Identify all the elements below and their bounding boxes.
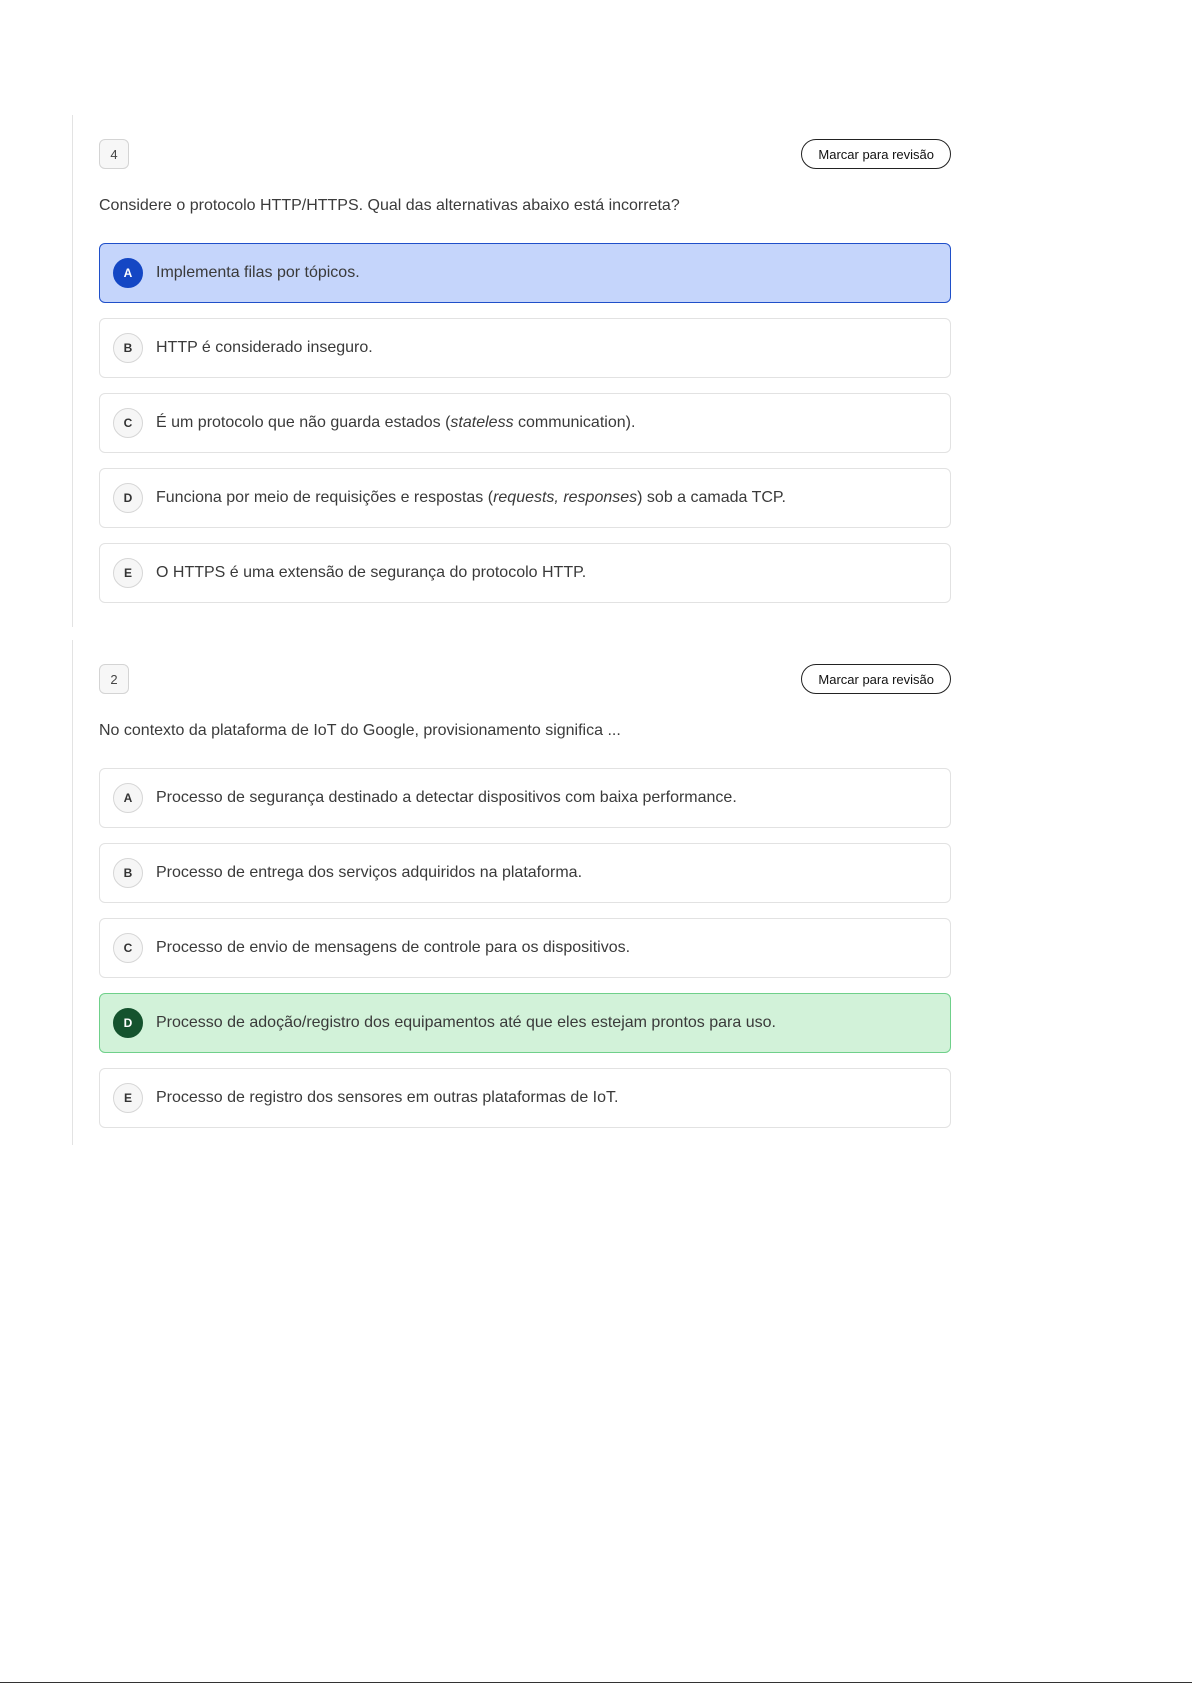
- option-d[interactable]: [99, 993, 951, 1053]
- option-text: Processo de entrega dos serviços adquiridos na plataforma.: [156, 864, 583, 881]
- option-a[interactable]: [99, 243, 951, 303]
- options-list: [99, 243, 951, 618]
- option-text: Processo de segurança destinado a detectar dispositivos com baixa performance.: [156, 789, 737, 806]
- option-text-post: ) sob a camada TCP.: [637, 489, 786, 506]
- option-text: [156, 489, 786, 507]
- question-card-2: [72, 640, 953, 1145]
- question-header: [99, 115, 951, 162]
- option-text: Processo de adoção/registro dos equipamentos até que eles estejam prontos para uso.: [156, 1014, 776, 1031]
- option-letter-badge: A: [113, 783, 143, 813]
- option-a[interactable]: [99, 768, 951, 828]
- option-text: [156, 414, 635, 432]
- option-b[interactable]: [99, 843, 951, 903]
- question-card-1: [72, 115, 953, 627]
- option-e[interactable]: [99, 543, 951, 603]
- option-text: Processo de registro dos sensores em outras plataformas de IoT.: [156, 1089, 619, 1106]
- option-text: Processo de envio de mensagens de controle para os dispositivos.: [156, 939, 631, 956]
- option-text: Implementa filas por tópicos.: [156, 264, 360, 281]
- question-number: 2: [99, 664, 129, 694]
- question-header: [99, 640, 951, 687]
- option-letter-badge: C: [113, 933, 143, 963]
- option-text-pre: É um protocolo que não guarda estados (: [156, 414, 451, 431]
- mark-for-review-button[interactable]: Marcar para revisão: [801, 139, 951, 169]
- option-text: HTTP é considerado inseguro.: [156, 339, 373, 356]
- option-letter-badge: B: [113, 333, 143, 363]
- option-letter-badge: E: [113, 558, 143, 588]
- option-d[interactable]: [99, 468, 951, 528]
- page-bottom-divider: [0, 1682, 1192, 1683]
- option-letter-badge: A: [113, 258, 143, 288]
- option-letter-badge: C: [113, 408, 143, 438]
- option-letter-badge: D: [113, 1008, 143, 1038]
- question-prompt: Considere o protocolo HTTP/HTTPS. Qual das alternativas abaixo está incorreta?: [99, 197, 680, 214]
- question-prompt: No contexto da plataforma de IoT do Google, provisionamento significa ...: [99, 722, 621, 739]
- option-text-emphasis: requests, responses: [493, 489, 638, 506]
- option-text: O HTTPS é uma extensão de segurança do protocolo HTTP.: [156, 564, 587, 581]
- mark-for-review-button[interactable]: Marcar para revisão: [801, 664, 951, 694]
- option-letter-badge: D: [113, 483, 143, 513]
- option-letter-badge: B: [113, 858, 143, 888]
- option-c[interactable]: [99, 918, 951, 978]
- option-b[interactable]: [99, 318, 951, 378]
- option-letter-badge: E: [113, 1083, 143, 1113]
- option-text-pre: Funciona por meio de requisições e respostas (: [156, 489, 494, 506]
- option-e[interactable]: [99, 1068, 951, 1128]
- options-list: [99, 768, 951, 1143]
- question-number: 4: [99, 139, 129, 169]
- option-text-emphasis: stateless: [450, 414, 514, 431]
- option-c[interactable]: [99, 393, 951, 453]
- option-text-post: communication).: [513, 414, 636, 431]
